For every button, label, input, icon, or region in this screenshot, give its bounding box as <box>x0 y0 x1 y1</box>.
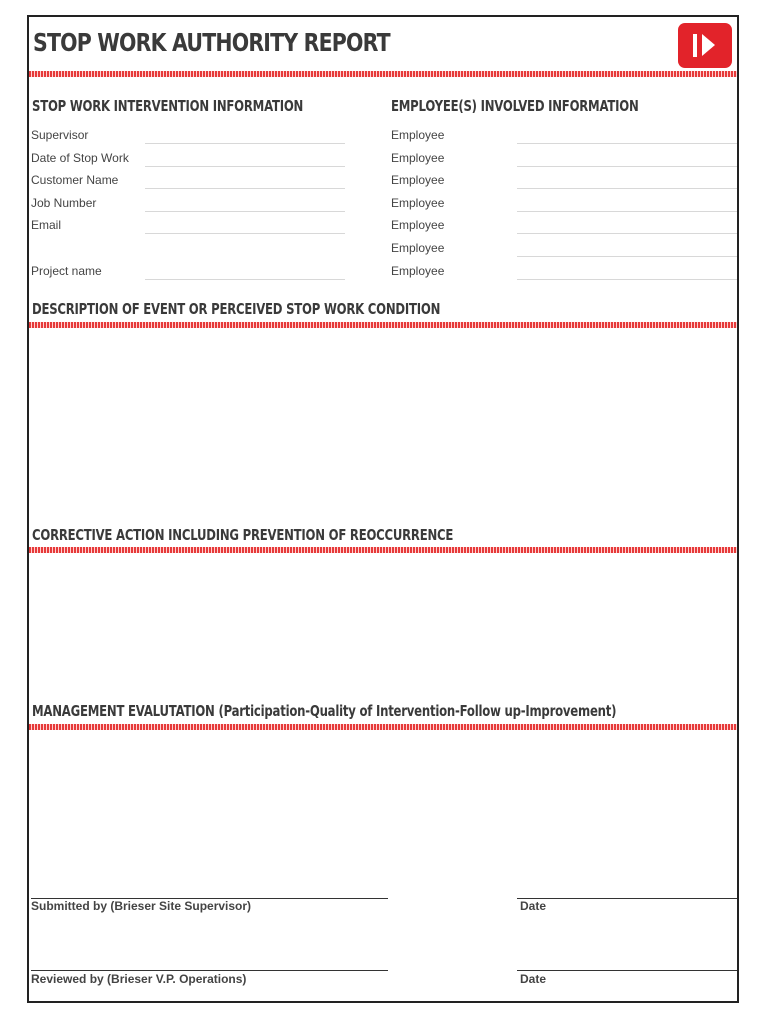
employee-label: Employee <box>391 264 445 278</box>
title-divider <box>29 71 737 77</box>
brieser-logo-icon <box>678 23 732 68</box>
submitted-date-field[interactable] <box>517 898 737 899</box>
employee-label: Employee <box>391 151 445 165</box>
report-title: STOP WORK AUTHORITY REPORT <box>33 28 390 57</box>
intervention-heading: STOP WORK INTERVENTION INFORMATION <box>32 97 304 115</box>
corrective-action-text-area[interactable] <box>29 557 737 697</box>
project-name-label: Project name <box>31 264 102 278</box>
supervisor-label: Supervisor <box>31 128 89 142</box>
employee-field[interactable] <box>517 233 737 234</box>
description-heading: DESCRIPTION OF EVENT OR PERCEIVED STOP WORK CONDITION <box>32 300 441 318</box>
reviewed-signature-field[interactable] <box>31 970 388 971</box>
employees-heading: EMPLOYEE(S) INVOLVED INFORMATION <box>391 97 639 115</box>
employee-field[interactable] <box>517 188 737 189</box>
employee-field[interactable] <box>517 256 737 257</box>
date-of-stop-work-field[interactable] <box>145 166 345 167</box>
employee-label: Employee <box>391 196 445 210</box>
employee-label: Employee <box>391 218 445 232</box>
customer-name-label: Customer Name <box>31 173 119 187</box>
job-number-field[interactable] <box>145 211 345 212</box>
job-number-label: Job Number <box>31 196 97 210</box>
corrective-action-heading: CORRECTIVE ACTION INCLUDING PREVENTION OF REOCCURRENCE <box>32 526 454 544</box>
employee-field[interactable] <box>517 279 737 280</box>
project-name-field[interactable] <box>145 279 345 280</box>
management-evaluation-text-area[interactable] <box>29 734 737 884</box>
email-field[interactable] <box>145 233 345 234</box>
corrective-action-divider <box>29 547 737 553</box>
employee-field[interactable] <box>517 211 737 212</box>
employee-label: Employee <box>391 173 445 187</box>
customer-name-field[interactable] <box>145 188 345 189</box>
date-of-stop-work-label: Date of Stop Work <box>31 151 129 165</box>
description-text-area[interactable] <box>29 332 737 517</box>
reviewed-by-label: Reviewed by (Brieser V.P. Operations) <box>31 972 247 986</box>
employee-field[interactable] <box>517 143 737 144</box>
employee-label: Employee <box>391 128 445 142</box>
description-divider <box>29 322 737 328</box>
management-evaluation-divider <box>29 724 737 730</box>
email-label: Email <box>31 218 62 232</box>
employee-label: Employee <box>391 241 445 255</box>
reviewed-date-label: Date <box>520 972 547 986</box>
supervisor-field[interactable] <box>145 143 345 144</box>
reviewed-date-field[interactable] <box>517 970 737 971</box>
management-evaluation-heading: MANAGEMENT EVALUTATION (Participation-Quality of Intervention-Follow up-Improvement) <box>32 702 617 720</box>
submitted-date-label: Date <box>520 899 547 913</box>
submitted-by-label: Submitted by (Brieser Site Supervisor) <box>31 899 252 913</box>
employee-field[interactable] <box>517 166 737 167</box>
